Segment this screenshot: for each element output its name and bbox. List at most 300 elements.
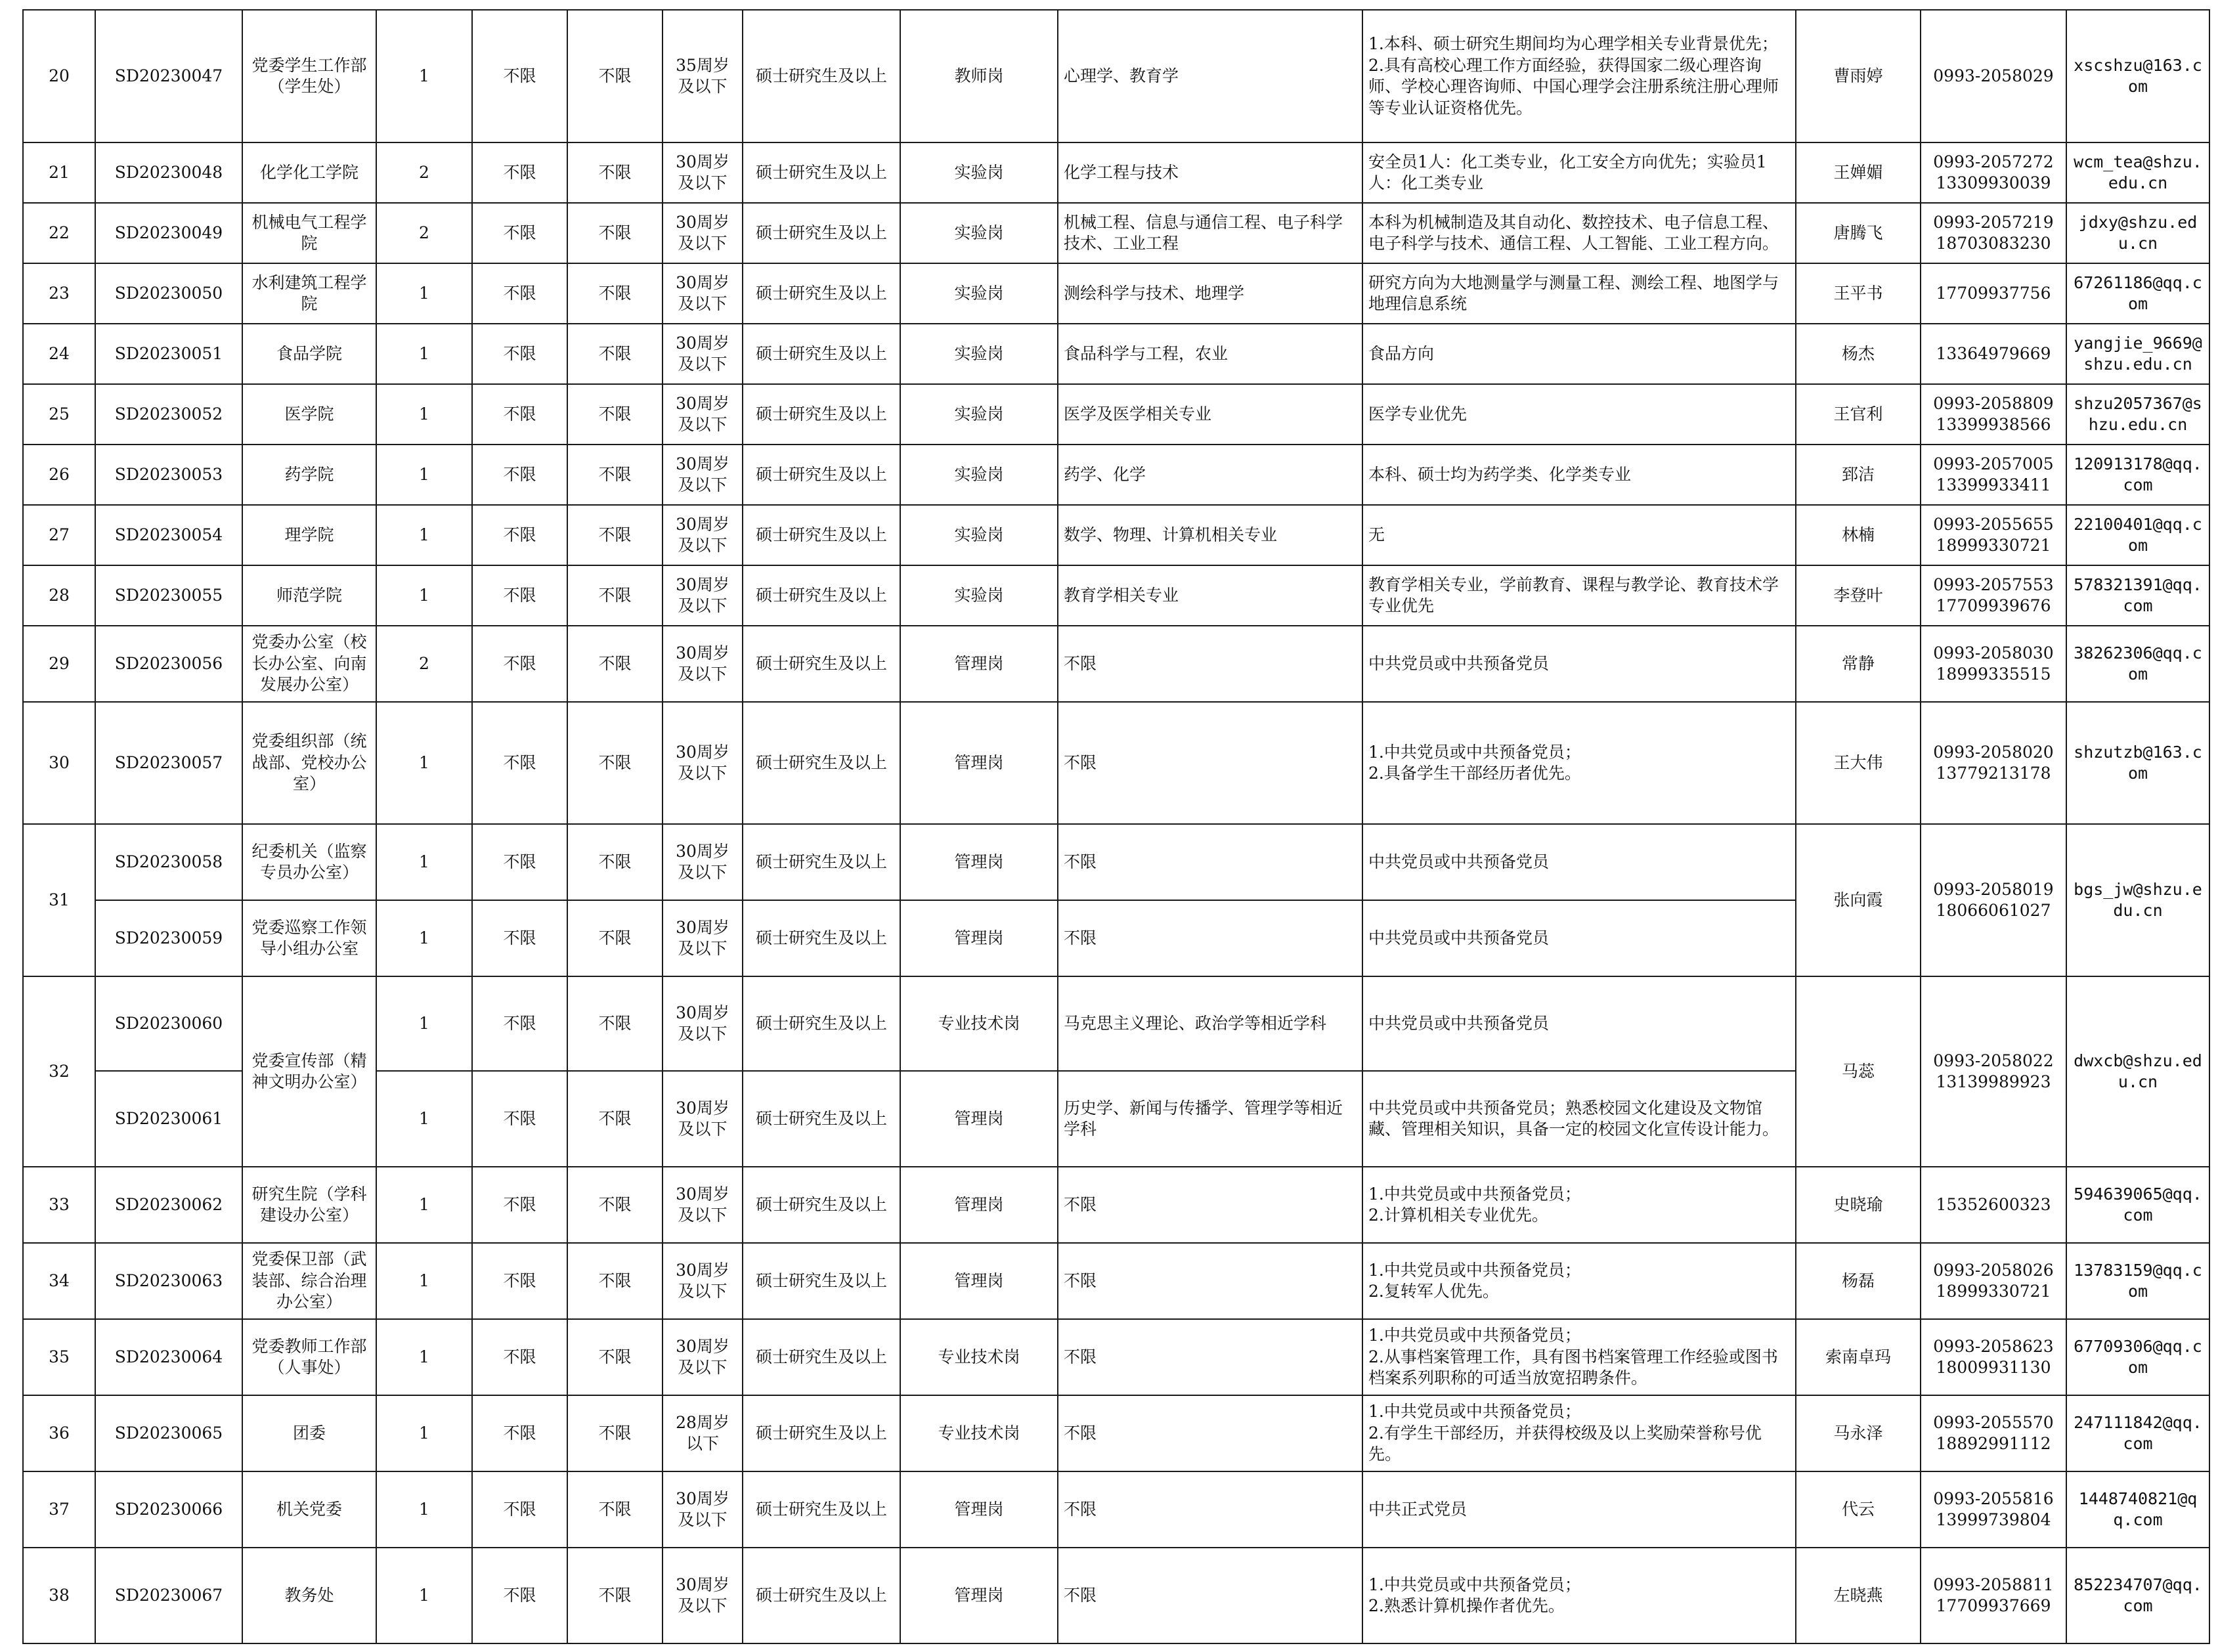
education-requirement: 硕士研究生及以上 <box>743 1471 900 1548</box>
position-type: 管理岗 <box>900 1167 1058 1243</box>
age-requirement: 30周岁及以下 <box>663 445 743 505</box>
contact-person: 李登叶 <box>1796 565 1921 626</box>
contact-email[interactable]: xscshzu@163.com <box>2066 10 2209 142</box>
headcount: 1 <box>376 565 472 626</box>
contact-phone-line: 0993-2058809 <box>1933 393 2054 413</box>
contact-phone-line: 18066061027 <box>1936 901 2051 920</box>
contact-phone <box>1921 976 2066 1167</box>
contact-phone-line: 18703083230 <box>1936 234 2051 253</box>
department: 党委巡察工作领导小组办公室 <box>242 900 376 976</box>
other-requirements-line: 2.熟悉计算机操作者优先。 <box>1368 1596 1565 1615</box>
age-requirement: 30周岁及以下 <box>663 900 743 976</box>
age-requirement: 30周岁及以下 <box>663 384 743 445</box>
age-requirement: 30周岁及以下 <box>663 203 743 263</box>
headcount: 1 <box>376 505 472 565</box>
education-requirement: 硕士研究生及以上 <box>743 1319 900 1395</box>
contact-phone-line: 15352600323 <box>1936 1194 2051 1214</box>
position-code: SD20230050 <box>95 263 242 324</box>
ethnicity-requirement: 不限 <box>567 976 663 1071</box>
other-requirements-line: 2.有学生干部经历，并获得校级及以上奖励荣誉称号优先。 <box>1368 1423 1762 1464</box>
contact-phone <box>1921 1243 2066 1319</box>
age-requirement: 30周岁及以下 <box>663 1071 743 1167</box>
other-requirements-line: 1.中共党员或中共预备党员； <box>1368 1402 1581 1422</box>
major-requirement: 不限 <box>1058 1243 1362 1319</box>
row-number: 25 <box>23 384 95 445</box>
ethnicity-requirement: 不限 <box>567 203 663 263</box>
contact-person: 杨杰 <box>1796 324 1921 384</box>
contact-email[interactable]: wcm_tea@shzu.edu.cn <box>2066 142 2209 203</box>
row-number: 20 <box>23 10 95 142</box>
headcount: 1 <box>376 1071 472 1167</box>
headcount: 1 <box>376 384 472 445</box>
gender-requirement: 不限 <box>472 10 567 142</box>
major-requirement: 不限 <box>1058 1167 1362 1243</box>
position-code: SD20230057 <box>95 702 242 824</box>
row-number: 26 <box>23 445 95 505</box>
contact-email[interactable]: shzu2057367@shzu.edu.cn <box>2066 384 2209 445</box>
education-requirement: 硕士研究生及以上 <box>743 1548 900 1643</box>
contact-phone <box>1921 1319 2066 1395</box>
gender-requirement: 不限 <box>472 1395 567 1471</box>
contact-phone <box>1921 505 2066 565</box>
table-row <box>23 824 2209 900</box>
other-requirements <box>1362 324 1796 384</box>
education-requirement: 硕士研究生及以上 <box>743 824 900 900</box>
other-requirements <box>1362 1319 1796 1395</box>
headcount: 1 <box>376 702 472 824</box>
other-requirements-line: 教育学相关专业，学前教育、课程与教学论、教育技术学专业优先 <box>1368 575 1779 615</box>
contact-phone <box>1921 1167 2066 1243</box>
table-row <box>23 445 2209 505</box>
major-requirement: 数学、物理、计算机相关专业 <box>1058 505 1362 565</box>
contact-phone-line: 13309930039 <box>1936 173 2051 192</box>
other-requirements-line: 无 <box>1368 525 1385 544</box>
headcount: 1 <box>376 324 472 384</box>
headcount: 1 <box>376 1471 472 1548</box>
contact-phone-line: 13999739804 <box>1936 1510 2051 1529</box>
other-requirements-line: 食品方向 <box>1368 343 1435 363</box>
ethnicity-requirement: 不限 <box>567 1395 663 1471</box>
contact-person: 王官利 <box>1796 384 1921 445</box>
table-row <box>23 505 2209 565</box>
position-code: SD20230060 <box>95 976 242 1071</box>
other-requirements <box>1362 1471 1796 1548</box>
table-row <box>23 10 2209 142</box>
contact-phone-line: 18892991112 <box>1936 1434 2051 1453</box>
row-number: 22 <box>23 203 95 263</box>
contact-phone <box>1921 445 2066 505</box>
gender-requirement: 不限 <box>472 1243 567 1319</box>
position-type: 管理岗 <box>900 702 1058 824</box>
other-requirements-line: 1.本科、硕士研究生期间均为心理学相关专业背景优先； <box>1368 34 1778 53</box>
contact-phone <box>1921 1548 2066 1643</box>
row-number: 31 <box>23 824 95 976</box>
contact-person: 王婵媚 <box>1796 142 1921 203</box>
major-requirement: 不限 <box>1058 900 1362 976</box>
department: 党委学生工作部（学生处） <box>242 10 376 142</box>
position-type: 实验岗 <box>900 384 1058 445</box>
ethnicity-requirement: 不限 <box>567 1319 663 1395</box>
table-row <box>23 203 2209 263</box>
contact-email[interactable]: 13783159@qq.com <box>2066 1243 2209 1319</box>
age-requirement: 30周岁及以下 <box>663 505 743 565</box>
row-number: 32 <box>23 976 95 1167</box>
major-requirement: 不限 <box>1058 1471 1362 1548</box>
ethnicity-requirement: 不限 <box>567 702 663 824</box>
recruitment-table <box>22 9 2210 1644</box>
contact-email[interactable]: bgs_jw@shzu.edu.cn <box>2066 824 2209 976</box>
ethnicity-requirement: 不限 <box>567 1243 663 1319</box>
other-requirements-line: 1.中共党员或中共预备党员； <box>1368 1575 1581 1594</box>
other-requirements <box>1362 900 1796 976</box>
major-requirement: 药学、化学 <box>1058 445 1362 505</box>
contact-phone <box>1921 1471 2066 1548</box>
table-row <box>23 1319 2209 1395</box>
age-requirement: 30周岁及以下 <box>663 824 743 900</box>
position-type: 管理岗 <box>900 626 1058 702</box>
contact-phone-line: 0993-2058623 <box>1933 1336 2054 1356</box>
major-requirement: 食品科学与工程，农业 <box>1058 324 1362 384</box>
major-requirement: 化学工程与技术 <box>1058 142 1362 203</box>
ethnicity-requirement: 不限 <box>567 505 663 565</box>
contact-person: 王平书 <box>1796 263 1921 324</box>
position-code: SD20230064 <box>95 1319 242 1395</box>
contact-phone-line: 0993-2057272 <box>1933 152 2054 171</box>
contact-email[interactable]: 67261186@qq.com <box>2066 263 2209 324</box>
position-type: 实验岗 <box>900 445 1058 505</box>
gender-requirement: 不限 <box>472 1319 567 1395</box>
gender-requirement: 不限 <box>472 263 567 324</box>
other-requirements <box>1362 445 1796 505</box>
education-requirement: 硕士研究生及以上 <box>743 1071 900 1167</box>
contact-phone-line: 0993-2058020 <box>1933 742 2054 762</box>
row-number: 35 <box>23 1319 95 1395</box>
gender-requirement: 不限 <box>472 142 567 203</box>
contact-phone-line: 0993-2055570 <box>1933 1412 2054 1432</box>
headcount: 1 <box>376 263 472 324</box>
contact-phone <box>1921 384 2066 445</box>
contact-person: 史晓瑜 <box>1796 1167 1921 1243</box>
education-requirement: 硕士研究生及以上 <box>743 1243 900 1319</box>
contact-phone-line: 0993-2058026 <box>1933 1260 2054 1280</box>
department: 党委宣传部（精神文明办公室） <box>242 976 376 1167</box>
contact-phone <box>1921 1395 2066 1471</box>
position-code: SD20230065 <box>95 1395 242 1471</box>
ethnicity-requirement: 不限 <box>567 142 663 203</box>
age-requirement: 30周岁及以下 <box>663 324 743 384</box>
major-requirement: 机械工程、信息与通信工程、电子科学技术、工业工程 <box>1058 203 1362 263</box>
age-requirement: 30周岁及以下 <box>663 1167 743 1243</box>
education-requirement: 硕士研究生及以上 <box>743 10 900 142</box>
other-requirements-line: 2.从事档案管理工作，具有图书档案管理工作经验或图书档案系列职称的可适当放宽招聘条件。 <box>1368 1347 1778 1388</box>
other-requirements <box>1362 203 1796 263</box>
position-type: 实验岗 <box>900 565 1058 626</box>
education-requirement: 硕士研究生及以上 <box>743 1395 900 1471</box>
education-requirement: 硕士研究生及以上 <box>743 324 900 384</box>
table-row <box>23 1243 2209 1319</box>
position-code: SD20230061 <box>95 1071 242 1167</box>
row-number: 27 <box>23 505 95 565</box>
row-number: 28 <box>23 565 95 626</box>
gender-requirement: 不限 <box>472 324 567 384</box>
department: 研究生院（学科建设办公室） <box>242 1167 376 1243</box>
contact-email[interactable]: 22100401@qq.com <box>2066 505 2209 565</box>
major-requirement: 不限 <box>1058 702 1362 824</box>
ethnicity-requirement: 不限 <box>567 565 663 626</box>
education-requirement: 硕士研究生及以上 <box>743 976 900 1071</box>
other-requirements <box>1362 1167 1796 1243</box>
department: 纪委机关（监察专员办公室） <box>242 824 376 900</box>
position-code: SD20230056 <box>95 626 242 702</box>
row-number: 30 <box>23 702 95 824</box>
row-number: 21 <box>23 142 95 203</box>
age-requirement: 30周岁及以下 <box>663 626 743 702</box>
table-row <box>23 263 2209 324</box>
table-row <box>23 702 2209 824</box>
headcount: 1 <box>376 1395 472 1471</box>
contact-phone-line: 18999335515 <box>1936 664 2051 684</box>
ethnicity-requirement: 不限 <box>567 1471 663 1548</box>
other-requirements-line: 中共党员或中共预备党员 <box>1368 852 1550 871</box>
contact-phone <box>1921 142 2066 203</box>
contact-phone-line: 13399938566 <box>1936 415 2051 434</box>
contact-phone-line: 17709939676 <box>1936 596 2051 615</box>
other-requirements <box>1362 1243 1796 1319</box>
other-requirements-line: 2.具备学生干部经历者优先。 <box>1368 764 1581 783</box>
other-requirements <box>1362 976 1796 1071</box>
contact-person: 马蕊 <box>1796 976 1921 1167</box>
position-type: 管理岗 <box>900 1071 1058 1167</box>
gender-requirement: 不限 <box>472 702 567 824</box>
education-requirement: 硕士研究生及以上 <box>743 263 900 324</box>
headcount: 2 <box>376 626 472 702</box>
contact-person: 唐腾飞 <box>1796 203 1921 263</box>
age-requirement: 30周岁及以下 <box>663 702 743 824</box>
other-requirements <box>1362 565 1796 626</box>
department: 食品学院 <box>242 324 376 384</box>
other-requirements <box>1362 142 1796 203</box>
department: 化学化工学院 <box>242 142 376 203</box>
table-row <box>23 1167 2209 1243</box>
other-requirements-line: 研究方向为大地测量学与测量工程、测绘工程、地图学与地理信息系统 <box>1368 272 1779 313</box>
ethnicity-requirement: 不限 <box>567 324 663 384</box>
contact-phone <box>1921 626 2066 702</box>
other-requirements <box>1362 1548 1796 1643</box>
table-row <box>23 626 2209 702</box>
contact-phone-line: 13139989923 <box>1936 1072 2051 1091</box>
contact-person: 王大伟 <box>1796 702 1921 824</box>
education-requirement: 硕士研究生及以上 <box>743 505 900 565</box>
contact-phone-line: 13364979669 <box>1936 343 2051 363</box>
education-requirement: 硕士研究生及以上 <box>743 626 900 702</box>
education-requirement: 硕士研究生及以上 <box>743 702 900 824</box>
gender-requirement: 不限 <box>472 384 567 445</box>
other-requirements <box>1362 505 1796 565</box>
ethnicity-requirement: 不限 <box>567 1167 663 1243</box>
position-code: SD20230067 <box>95 1548 242 1643</box>
gender-requirement: 不限 <box>472 565 567 626</box>
contact-email[interactable]: 1448740821@qq.com <box>2066 1471 2209 1548</box>
contact-person: 代云 <box>1796 1471 1921 1548</box>
position-type: 专业技术岗 <box>900 1395 1058 1471</box>
other-requirements-line: 医学专业优先 <box>1368 404 1468 424</box>
major-requirement: 教育学相关专业 <box>1058 565 1362 626</box>
other-requirements-line: 中共党员或中共预备党员；熟悉校园文化建设及文物馆藏、管理相关知识，具备一定的校园文化宣传设计能力。 <box>1368 1098 1779 1139</box>
position-type: 管理岗 <box>900 1471 1058 1548</box>
gender-requirement: 不限 <box>472 505 567 565</box>
department: 党委保卫部（武装部、综合治理办公室） <box>242 1243 376 1319</box>
row-number: 38 <box>23 1548 95 1643</box>
gender-requirement: 不限 <box>472 445 567 505</box>
contact-phone-line: 0993-2055816 <box>1933 1489 2054 1508</box>
position-type: 专业技术岗 <box>900 976 1058 1071</box>
contact-phone-line: 18999330721 <box>1936 536 2051 555</box>
row-number: 37 <box>23 1471 95 1548</box>
contact-email[interactable]: dwxcb@shzu.edu.cn <box>2066 976 2209 1167</box>
department: 医学院 <box>242 384 376 445</box>
headcount: 1 <box>376 1243 472 1319</box>
education-requirement: 硕士研究生及以上 <box>743 203 900 263</box>
contact-phone-line: 17709937756 <box>1936 283 2051 303</box>
ethnicity-requirement: 不限 <box>567 1548 663 1643</box>
other-requirements-line: 中共党员或中共预备党员 <box>1368 653 1550 673</box>
contact-person: 曹雨婷 <box>1796 10 1921 142</box>
ethnicity-requirement: 不限 <box>567 824 663 900</box>
gender-requirement: 不限 <box>472 203 567 263</box>
position-code: SD20230051 <box>95 324 242 384</box>
age-requirement: 30周岁及以下 <box>663 142 743 203</box>
contact-email[interactable]: jdxy@shzu.edu.cn <box>2066 203 2209 263</box>
department: 团委 <box>242 1395 376 1471</box>
contact-email[interactable]: 67709306@qq.com <box>2066 1319 2209 1395</box>
other-requirements-line: 1.中共党员或中共预备党员； <box>1368 1326 1581 1345</box>
contact-email[interactable]: 247111842@qq.com <box>2066 1395 2209 1471</box>
contact-phone <box>1921 203 2066 263</box>
department: 党委教师工作部（人事处） <box>242 1319 376 1395</box>
headcount: 1 <box>376 1548 472 1643</box>
other-requirements-line: 本科、硕士均为药学类、化学类专业 <box>1368 464 1632 484</box>
table-row <box>23 565 2209 626</box>
contact-person: 杨磊 <box>1796 1243 1921 1319</box>
other-requirements-line: 2.复转军人优先。 <box>1368 1282 1499 1301</box>
contact-phone-line: 0993-2058019 <box>1933 879 2054 899</box>
position-type: 实验岗 <box>900 203 1058 263</box>
position-code: SD20230063 <box>95 1243 242 1319</box>
position-code: SD20230062 <box>95 1167 242 1243</box>
contact-person: 索南卓玛 <box>1796 1319 1921 1395</box>
other-requirements <box>1362 1071 1796 1167</box>
contact-email[interactable]: 594639065@qq.com <box>2066 1167 2209 1243</box>
ethnicity-requirement: 不限 <box>567 263 663 324</box>
age-requirement: 30周岁及以下 <box>663 565 743 626</box>
major-requirement: 不限 <box>1058 1319 1362 1395</box>
position-code: SD20230052 <box>95 384 242 445</box>
table-row <box>23 384 2209 445</box>
row-number: 33 <box>23 1167 95 1243</box>
contact-phone-line: 13399933411 <box>1936 475 2051 494</box>
age-requirement: 30周岁及以下 <box>663 1548 743 1643</box>
major-requirement: 测绘科学与技术、地理学 <box>1058 263 1362 324</box>
education-requirement: 硕士研究生及以上 <box>743 565 900 626</box>
age-requirement: 28周岁以下 <box>663 1395 743 1471</box>
ethnicity-requirement: 不限 <box>567 1071 663 1167</box>
row-number: 23 <box>23 263 95 324</box>
contact-phone <box>1921 263 2066 324</box>
headcount: 2 <box>376 203 472 263</box>
contact-phone-line: 17709937669 <box>1936 1596 2051 1615</box>
contact-phone-line: 0993-2058029 <box>1933 66 2054 85</box>
contact-phone-line: 0993-2058811 <box>1933 1575 2054 1594</box>
major-requirement: 医学及医学相关专业 <box>1058 384 1362 445</box>
headcount: 2 <box>376 142 472 203</box>
gender-requirement: 不限 <box>472 1071 567 1167</box>
other-requirements-line: 1.中共党员或中共预备党员； <box>1368 742 1581 762</box>
position-type: 实验岗 <box>900 263 1058 324</box>
age-requirement: 30周岁及以下 <box>663 976 743 1071</box>
contact-email[interactable]: 120913178@qq.com <box>2066 445 2209 505</box>
department: 师范学院 <box>242 565 376 626</box>
other-requirements-line: 中共正式党员 <box>1368 1499 1468 1519</box>
table-row <box>23 1471 2209 1548</box>
other-requirements <box>1362 384 1796 445</box>
contact-phone <box>1921 324 2066 384</box>
other-requirements <box>1362 10 1796 142</box>
other-requirements-line: 2.计算机相关专业优先。 <box>1368 1206 1548 1225</box>
contact-phone <box>1921 10 2066 142</box>
contact-email[interactable]: 38262306@qq.com <box>2066 626 2209 702</box>
position-code: SD20230048 <box>95 142 242 203</box>
position-type: 管理岗 <box>900 1243 1058 1319</box>
contact-email[interactable]: 578321391@qq.com <box>2066 565 2209 626</box>
contact-email[interactable]: yangjie_9669@shzu.edu.cn <box>2066 324 2209 384</box>
gender-requirement: 不限 <box>472 976 567 1071</box>
age-requirement: 30周岁及以下 <box>663 263 743 324</box>
education-requirement: 硕士研究生及以上 <box>743 445 900 505</box>
gender-requirement: 不限 <box>472 900 567 976</box>
position-code: SD20230047 <box>95 10 242 142</box>
department: 党委办公室（校长办公室、向南发展办公室） <box>242 626 376 702</box>
age-requirement: 35周岁及以下 <box>663 10 743 142</box>
contact-person: 郅洁 <box>1796 445 1921 505</box>
major-requirement: 不限 <box>1058 1548 1362 1643</box>
position-type: 管理岗 <box>900 1548 1058 1643</box>
gender-requirement: 不限 <box>472 1167 567 1243</box>
contact-person: 林楠 <box>1796 505 1921 565</box>
other-requirements <box>1362 1395 1796 1471</box>
position-code: SD20230058 <box>95 824 242 900</box>
ethnicity-requirement: 不限 <box>567 900 663 976</box>
department: 理学院 <box>242 505 376 565</box>
headcount: 1 <box>376 10 472 142</box>
contact-email[interactable]: 852234707@qq.com <box>2066 1548 2209 1643</box>
contact-phone <box>1921 824 2066 976</box>
contact-phone-line: 18999330721 <box>1936 1282 2051 1301</box>
table-row <box>23 324 2209 384</box>
major-requirement: 不限 <box>1058 824 1362 900</box>
position-code: SD20230054 <box>95 505 242 565</box>
position-code: SD20230049 <box>95 203 242 263</box>
contact-phone-line: 0993-2057553 <box>1933 575 2054 594</box>
contact-phone <box>1921 702 2066 824</box>
contact-person: 常静 <box>1796 626 1921 702</box>
headcount: 1 <box>376 445 472 505</box>
gender-requirement: 不限 <box>472 626 567 702</box>
contact-phone-line: 0993-2055655 <box>1933 514 2054 534</box>
ethnicity-requirement: 不限 <box>567 384 663 445</box>
table-row <box>23 976 2209 1071</box>
contact-email[interactable]: shzutzb@163.com <box>2066 702 2209 824</box>
department: 机关党委 <box>242 1471 376 1548</box>
